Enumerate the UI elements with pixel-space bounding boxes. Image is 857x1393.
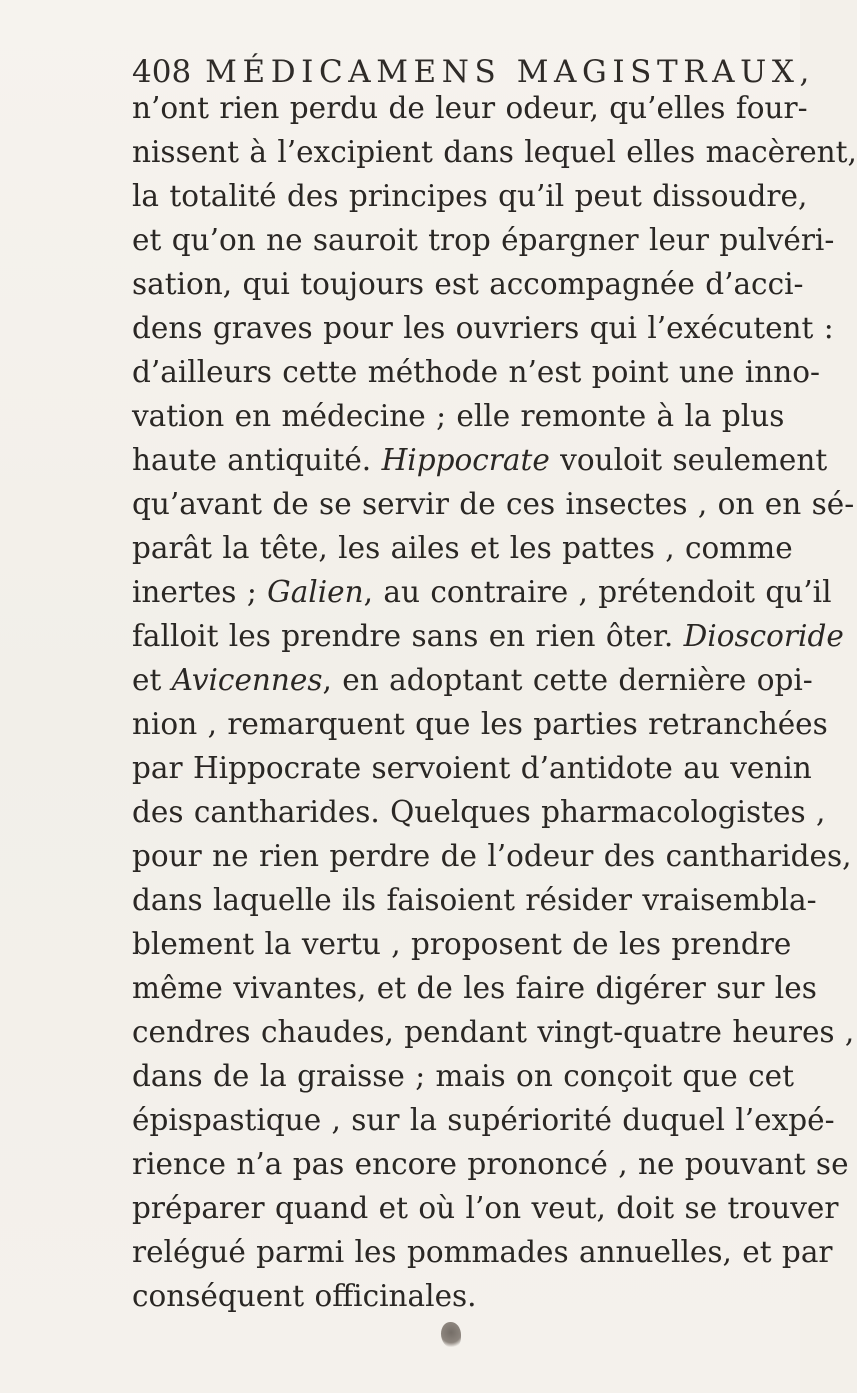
name-galien: Galien [267, 575, 364, 609]
text-line: pour ne rien perdre de l’odeur des cantharides, [132, 839, 852, 873]
text-line: qu’avant de se servir de ces insectes , on en sé- [132, 487, 855, 521]
body-text [132, 86, 857, 1318]
text-line: conséquent officinales. [132, 1279, 477, 1313]
text-line: dans de la graisse ; mais on conçoit que cet [132, 1059, 794, 1093]
text-segment: haute antiquité. [132, 443, 372, 477]
text-line: nissent à l’excipient dans lequel elles macèrent, [132, 135, 857, 169]
text-line: et qu’on ne sauroit trop épargner leur pulvéri- [132, 223, 835, 257]
text-line [132, 438, 828, 482]
text-line: des cantharides. Quelques pharmacologistes , [132, 795, 826, 829]
text-line: relégué parmi les pommades annuelles, et par [132, 1235, 833, 1269]
text-line: dans laquelle ils faisoient résider vraisembla- [132, 883, 817, 917]
ink-stain [441, 1322, 461, 1348]
text-line [132, 614, 844, 658]
text-segment: vouloit seulement [560, 443, 828, 477]
text-line: dens graves pour les ouvriers qui l’exécutent : [132, 311, 834, 345]
name-avicennes: Avicennes [171, 663, 323, 697]
text-line: vation en médecine ; elle remonte à la plus [132, 399, 785, 433]
text-segment: falloit les prendre sans en rien ôter. [132, 619, 674, 653]
text-line [132, 570, 832, 614]
name-dioscoride: Dioscoride [683, 619, 844, 653]
text-segment: , au contraire , prétendoit qu’il [363, 575, 832, 609]
text-line: sation, qui toujours est accompagnée d’acci- [132, 267, 804, 301]
text-line: blement la vertu , proposent de les prendre [132, 927, 792, 961]
name-hippocrate: Hippocrate [381, 443, 550, 477]
text-segment: et [132, 663, 162, 697]
text-line: rience n’a pas encore prononcé , ne pouvant se [132, 1147, 849, 1181]
text-line: préparer quand et où l’on veut, doit se trouver [132, 1191, 839, 1225]
text-segment: , en adoptant cette dernière opi- [322, 663, 813, 697]
text-line: cendres chaudes, pendant vingt-quatre heures , [132, 1015, 855, 1049]
text-line [132, 658, 813, 702]
text-line: épispastique , sur la supériorité duquel l’expé- [132, 1103, 835, 1137]
text-line: la totalité des principes qu’il peut dissoudre, [132, 179, 808, 213]
running-header [132, 54, 815, 90]
text-segment: inertes ; [132, 575, 257, 609]
text-line: n’ont rien perdu de leur odeur, qu’elles four- [132, 91, 808, 125]
running-title: MÉDICAMENS MAGISTRAUX, [205, 54, 815, 90]
text-line: d’ailleurs cette méthode n’est point une inno- [132, 355, 821, 389]
text-line: parât la tête, les ailes et les pattes , comme [132, 531, 793, 565]
page-number: 408 [132, 54, 192, 90]
text-line: par Hippocrate servoient d’antidote au venin [132, 751, 812, 785]
text-line: nion , remarquent que les parties retranchées [132, 707, 828, 741]
text-line: même vivantes, et de les faire digérer sur les [132, 971, 817, 1005]
